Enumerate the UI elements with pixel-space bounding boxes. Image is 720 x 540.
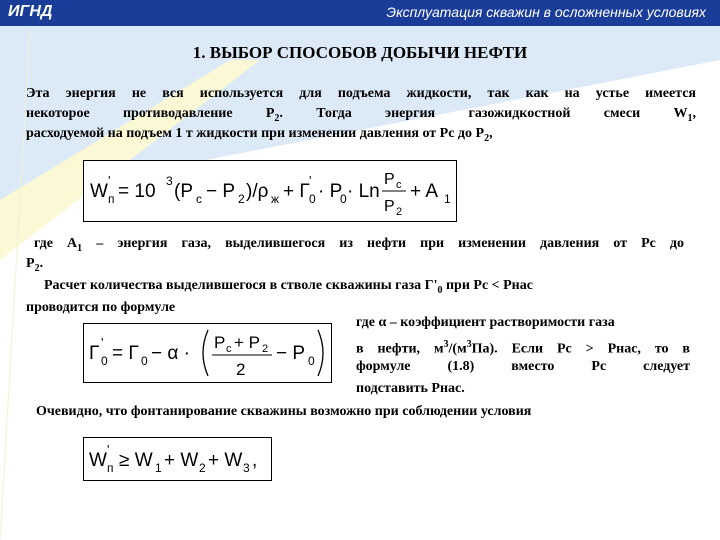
f1-den-sub: 2 bbox=[396, 206, 403, 218]
f1-p-open: (P bbox=[174, 181, 193, 202]
f3-lhs-prime: ' bbox=[107, 442, 110, 457]
f1-p-c: c bbox=[196, 192, 202, 206]
alpha-line-3-text: формуле (1.8) вместо Рс следует bbox=[356, 359, 690, 374]
header-bar bbox=[0, 0, 720, 26]
f2-lhs-prime: ' bbox=[101, 335, 104, 350]
f3-plus2: + W bbox=[208, 450, 243, 471]
f1-lhs-sub: п bbox=[108, 192, 115, 206]
f1-a-sub: 1 bbox=[444, 192, 451, 206]
alpha-line-2-b: /(м bbox=[448, 341, 467, 357]
gas-line-3-sub: 0 bbox=[437, 284, 443, 296]
f2-left-paren bbox=[203, 330, 208, 376]
f3-lhs-sub: п bbox=[107, 461, 114, 475]
alpha-line-2-c: Па). Если Рс > Рнас, то в bbox=[471, 341, 690, 357]
f1-plus-gamma: + Γ bbox=[283, 181, 310, 202]
f2-lhs-sub: 0 bbox=[101, 354, 108, 368]
f1-gamma-prime: ' bbox=[309, 173, 312, 188]
f2-num-c: c bbox=[226, 343, 232, 355]
f1-eq: = 10 bbox=[118, 181, 156, 202]
f2-minus-p0: − P bbox=[276, 343, 306, 364]
f1-dot-p: · P bbox=[318, 181, 343, 202]
f1-power: 3 bbox=[166, 174, 173, 188]
formula-condition bbox=[83, 437, 272, 481]
formula-gas-svg bbox=[84, 324, 331, 382]
intro-line-2-text: некоторое противодавление Р bbox=[26, 106, 275, 121]
f1-lhs-prime: ' bbox=[108, 173, 111, 188]
intro-line-3 bbox=[26, 124, 696, 149]
alpha-line-3 bbox=[356, 357, 690, 377]
f3-ge: ≥ W bbox=[119, 450, 153, 471]
f1-lhs: W bbox=[90, 181, 108, 202]
alpha-line-4: подставить Рнас. bbox=[356, 381, 465, 396]
f3-lhs: W bbox=[89, 450, 107, 471]
gas-line-2-sub: 2 bbox=[34, 262, 40, 274]
f1-rho: )/ρ bbox=[246, 181, 269, 202]
intro-line-3-text: расходуемой на подъем 1 т жидкости при изменении давления от Рс до Р bbox=[26, 126, 485, 141]
gas-line-4: проводится по формуле bbox=[26, 300, 176, 315]
f2-lhs: Γ bbox=[89, 343, 100, 364]
formula-energy-svg bbox=[84, 161, 456, 221]
f2-minus-alpha: − α · bbox=[151, 343, 190, 364]
alpha-line-1: где α – коэффициент растворимости газа bbox=[356, 315, 615, 330]
f2-right-paren bbox=[318, 330, 323, 376]
condition-text: Очевидно, что фонтанирование скважины возможно при соблюдении условия bbox=[36, 404, 532, 419]
formula-gas bbox=[83, 323, 332, 383]
f1-ln: · Ln bbox=[347, 181, 380, 202]
intro-line-3-sub: 2 bbox=[484, 132, 490, 144]
f3-end: , bbox=[252, 450, 258, 471]
f1-minus: − P bbox=[206, 181, 236, 202]
f1-den: P bbox=[384, 198, 395, 215]
f2-num-2: 2 bbox=[262, 343, 269, 355]
intro-line-2-sub: 2 bbox=[274, 112, 280, 124]
gas-line-2-end: . bbox=[39, 256, 44, 271]
f3-w2: 2 bbox=[199, 461, 206, 475]
alpha-line-2-sup1: 3 bbox=[443, 339, 449, 350]
slide-title: 1. ВЫБОР СПОСОБОВ ДОБЫЧИ НЕФТИ bbox=[192, 43, 528, 62]
f1-num-sub: c bbox=[396, 179, 402, 191]
f2-num-plus: + P bbox=[234, 333, 260, 352]
f1-gamma-sub: 0 bbox=[309, 192, 316, 206]
alpha-line-2-a: в нефти, м bbox=[356, 341, 444, 357]
formula-condition-svg bbox=[84, 438, 271, 480]
header-course: Эксплуатация скважин в осложненных условиях bbox=[386, 4, 706, 20]
formula-energy bbox=[83, 160, 457, 222]
f2-den: 2 bbox=[236, 360, 246, 379]
f3-plus1: + W bbox=[164, 450, 199, 471]
f2-p0-sub: 0 bbox=[308, 354, 315, 368]
gas-line-1-sub: 1 bbox=[77, 242, 83, 254]
header-org: ИГНД bbox=[8, 3, 53, 20]
f3-w1: 1 bbox=[155, 461, 162, 475]
f2-g-sub: 0 bbox=[141, 354, 148, 368]
f1-p0-sub: 0 bbox=[340, 192, 347, 206]
f1-two: 2 bbox=[238, 192, 245, 206]
gas-line-3-text: Расчет количества выделившегося в стволе скважины газа Г' bbox=[44, 278, 438, 293]
intro-line-1 bbox=[26, 84, 696, 104]
gas-line-1-text: где А bbox=[34, 236, 78, 251]
intro-line-2-sub2: 1 bbox=[687, 112, 693, 124]
f1-rho-sub: ж bbox=[271, 192, 280, 206]
intro-line-2-rest: . Тогда энергия газожидкостной смеси W bbox=[279, 106, 688, 121]
f2-num: P bbox=[214, 333, 226, 352]
f2-eq: = Γ bbox=[112, 343, 139, 364]
alpha-line-2 bbox=[356, 335, 690, 360]
intro-line-2-end: , bbox=[692, 106, 696, 121]
f1-num: P bbox=[384, 171, 395, 188]
gas-line-1-rest: – энергия газа, выделившегося из нефти при изменении давления от Рс до bbox=[82, 236, 684, 251]
f3-w3: 3 bbox=[243, 461, 250, 475]
intro-line-3-end: , bbox=[489, 126, 493, 141]
intro-line-1-text: Эта энергия не вся используется для подъема жидкости, так как на устье имеется bbox=[26, 86, 696, 101]
gas-line-3-end: при Рс < Рнас bbox=[442, 278, 533, 293]
alpha-line-2-sup2: 3 bbox=[466, 339, 472, 350]
gas-line-2-text: Р bbox=[26, 256, 35, 271]
f1-plus-a: + A bbox=[410, 181, 438, 202]
